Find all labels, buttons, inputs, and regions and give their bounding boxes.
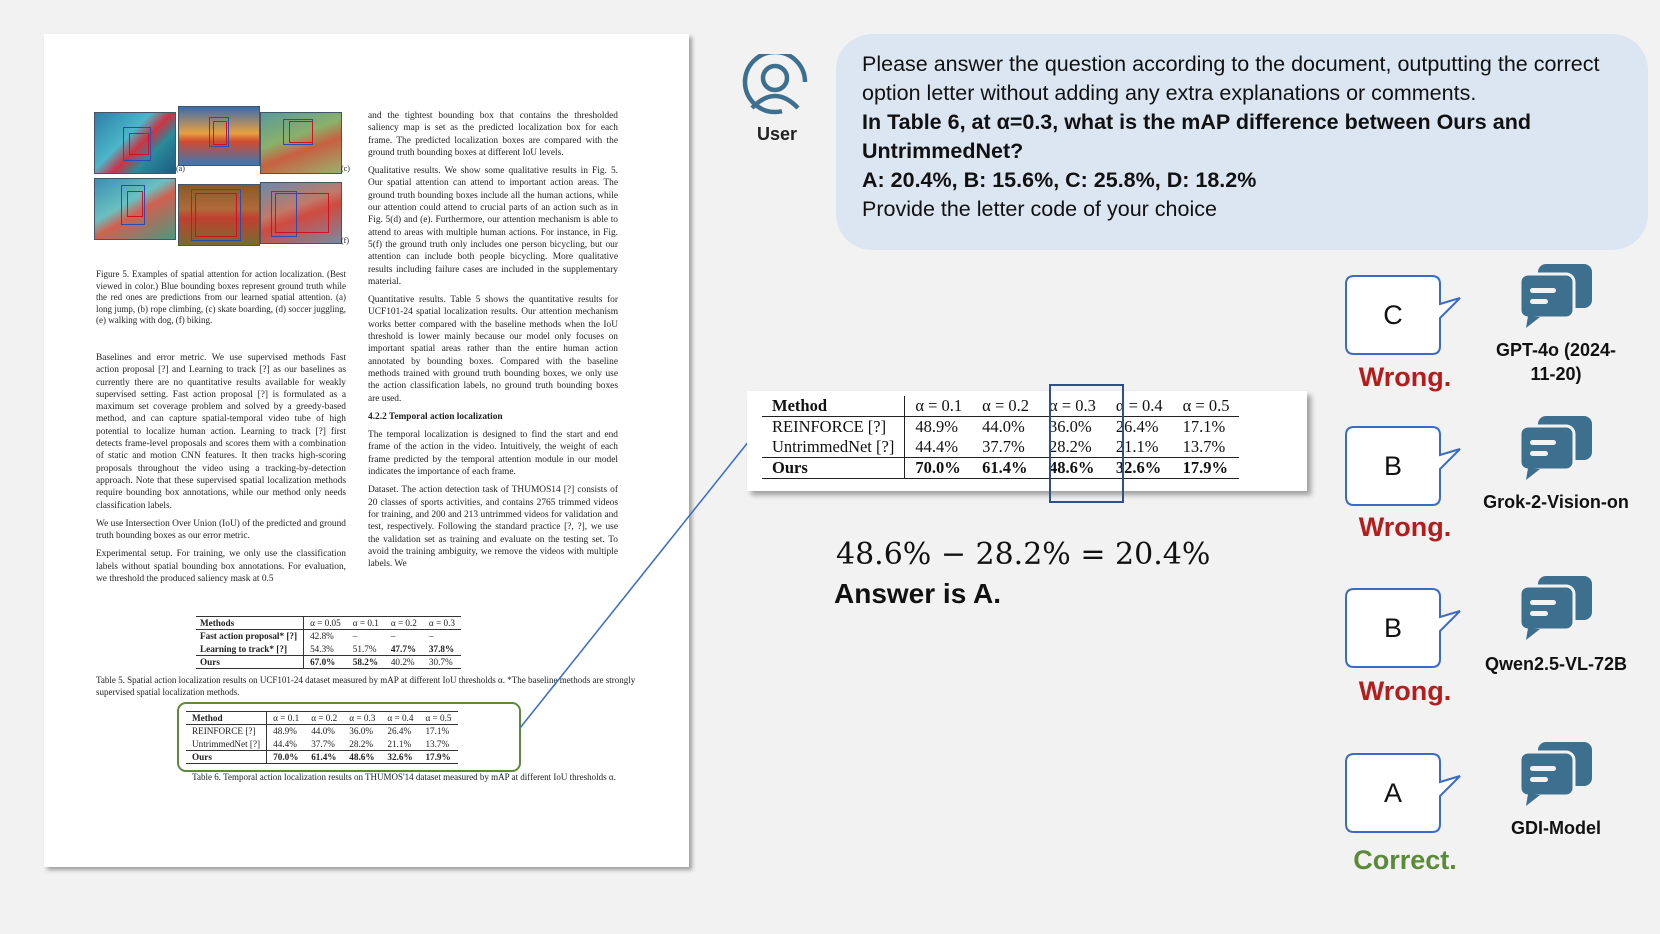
model-response-bubble: [1344, 587, 1462, 669]
zoomed-table-header: [762, 396, 1239, 417]
chat-icon: [1518, 262, 1594, 328]
table-6-cell: 13.7%: [425, 738, 450, 749]
zoomed-table-cell: 61.4%: [972, 458, 1039, 479]
model-answer-letter: B: [1383, 612, 1402, 643]
user-label: User: [756, 124, 798, 144]
question-instruction: Please answer the question according to the document, outputting the correct option letter without adding any extra explanations or comments.: [862, 52, 1600, 105]
table-6-cell: 21.1%: [387, 738, 412, 749]
section-heading-temporal: 4.2.2 Temporal action localization: [368, 411, 503, 422]
table-5-cell: Learning to track* [?]: [196, 643, 304, 656]
table-6-cell: 32.6%: [381, 750, 419, 763]
question-text: In Table 6, at α=0.3, what is the mAP difference between Ours and UntrimmedNet?: [862, 110, 1531, 163]
table-6-cell: Method: [186, 712, 267, 725]
table-6-cell: 17.9%: [419, 750, 457, 763]
model-verdict: Wrong.: [1358, 676, 1452, 706]
alpha-0-3-column-highlight: [1049, 384, 1124, 503]
zoomed-table-cell: Method: [762, 396, 905, 417]
table-5-cell: 47.7%: [390, 643, 417, 654]
table-5-cell: α = 0.05: [304, 617, 347, 630]
paragraph-bounding-box: and the tightest bounding box that contains the thresholded saliency map is set as the predicted localization box for each frame. The predicted localization boxes are compared with the ground truth bounding boxes at different IoU levels.: [368, 111, 618, 158]
paragraph-quantitative: Quantitative results. Table 5 shows the quantitative results for UCF101-24 spatial localization results. Our attention mechanism works better compared with the baseline methods when the IoU threshold is lower mainly because our model only focuses on important spatial areas rather than the entire human action annotated by bounding boxes. Compared with the baseline methods trained with ground truth bounding boxes, we only use the action classification labels, no ground truth bounding boxes are used.: [368, 295, 618, 404]
table-5-cell: 51.7%: [352, 643, 377, 654]
table-5-cell: 58.2%: [347, 655, 385, 668]
table-6-cell: 26.4%: [387, 726, 412, 737]
solution-answer: Answer is A.: [834, 578, 1002, 609]
figure-5-caption: Figure 5. Examples of spatial attention for action localization. (Best viewed in color.) Blue bounding boxes represent ground truth while the red ones are predictions from our learned spatial attention. (a) long jump, (b) rope climbing, (c) skate boarding, (d) soccer juggling, (e) walking with dog, (f) biking.: [96, 269, 346, 326]
table-5-cell: α = 0.3: [423, 617, 461, 630]
table-6-cell: UntrimmedNet [?]: [186, 738, 267, 751]
model-response-bubble: [1344, 425, 1462, 507]
zoomed-table-cell: 70.0%: [905, 458, 972, 479]
table-5-cell: –: [390, 631, 396, 642]
zoomed-table-cell: UntrimmedNet [?]: [762, 437, 905, 458]
paragraph-temporal: The temporal localization is designed to find the start and end frame of the action in the video. Intuitively, the weight of each frame predicted by the temporal attention module in our model indicates the importance of each frame.: [368, 430, 618, 478]
model-answer-letter: A: [1383, 777, 1402, 808]
table-6-cell: 37.7%: [311, 738, 335, 749]
model-name: Qwen2.5-VL-72B: [1484, 654, 1628, 674]
zoomed-table-cell: α = 0.4: [1106, 396, 1173, 417]
table-5-cell: 54.3%: [310, 643, 334, 654]
question-prompt: Provide the letter code of your choice: [862, 197, 1217, 221]
zoomed-table-cell: 48.6%: [1039, 458, 1106, 479]
zoomed-table-cell: α = 0.2: [972, 396, 1039, 417]
table-5-cell: α = 0.2: [385, 617, 423, 630]
table-6-cell: 61.4%: [305, 750, 343, 763]
zoomed-table-cell: 44.0%: [982, 417, 1025, 436]
zoomed-table-cell: 37.7%: [982, 437, 1025, 456]
zoomed-table-cell: 44.4%: [915, 437, 958, 456]
zoomed-table-cell: 17.1%: [1182, 417, 1226, 436]
model-answer-letter: C: [1383, 299, 1403, 330]
solution-calculation: 48.6% − 28.2% = 20.4%: [836, 537, 1211, 572]
zoomed-table-cell: 48.9%: [915, 417, 958, 436]
zoomed-table-cell: REINFORCE [?]: [762, 417, 905, 438]
table-6-cell: α = 0.5: [419, 712, 457, 725]
paragraph-iou: We use Intersection Over Union (IoU) of the predicted and ground truth bounding boxes as our error metric.: [96, 518, 346, 542]
table-6-cell: 44.4%: [273, 738, 297, 749]
table-5-cell: –: [352, 631, 358, 642]
zoomed-table-cell: α = 0.3: [1039, 396, 1106, 417]
table-6-cell: α = 0.4: [381, 712, 419, 725]
figure-label-f: (f): [341, 236, 349, 245]
zoomed-table-row: [762, 417, 1239, 438]
table-5-cell: 37.8%: [428, 643, 455, 654]
user-icon: [740, 54, 810, 118]
table-6-cell: 48.9%: [273, 726, 297, 737]
model-name: GPT-4o (2024-11-20): [1495, 340, 1617, 384]
table-6-cell: REINFORCE [?]: [186, 725, 267, 738]
model-response-bubble: [1344, 752, 1462, 834]
table-6-cell: 48.6%: [343, 750, 381, 763]
table-6-cell: 44.0%: [311, 726, 335, 737]
zoomed-table-cell: 32.6%: [1106, 458, 1173, 479]
model-verdict: Wrong.: [1358, 362, 1452, 392]
model-answer-letter: B: [1383, 450, 1402, 481]
paragraph-dataset: Dataset. The action detection task of THUMOS14 [?] consists of 20 classes of sports activities, and contains 2765 trimmed videos for training, and 200 and 213 untrimmed videos for validation and test, respectively. Following the standard practice [?, ?], we use the validation set as training and evaluate on the testing set. To avoid the training ambiguity, we remove the videos with multiple labels. We: [368, 485, 618, 570]
table-5-cell: Fast action proposal* [?]: [196, 630, 304, 643]
table-6-cell: 17.1%: [425, 726, 450, 737]
table-5-cell: 67.0%: [304, 655, 347, 668]
model-name: GDI-Model: [1511, 818, 1601, 838]
model-name: Grok-2-Vision-on: [1483, 492, 1629, 512]
chat-icon: [1518, 414, 1594, 480]
table-5-cell: –: [428, 631, 434, 642]
table-6-cell: 36.0%: [349, 726, 374, 737]
table-5-cell: 40.2%: [385, 655, 423, 668]
model-verdict: Wrong.: [1358, 512, 1452, 542]
zoomed-table-cell: 36.0%: [1049, 417, 1092, 436]
zoomed-table-cell: 21.1%: [1115, 437, 1159, 456]
table-6-cell: 70.0%: [267, 750, 306, 763]
paragraph-experimental-setup: Experimental setup. For training, we only use the classification labels without spatial bounding box annotations. For evaluation, we threshold the produced saliency mask at 0.5: [96, 549, 346, 585]
zoomed-table-cell: Ours: [762, 458, 905, 479]
table-5-cell: Ours: [196, 655, 304, 668]
table-6-cell: 28.2%: [349, 738, 374, 749]
table-5-caption: Table 5. Spatial action localization results on UCF101-24 dataset measured by mAP at different IoU thresholds α. *The baseline methods are strongly supervised spatial localization methods.: [96, 675, 636, 697]
table-5-cell: 42.8%: [310, 631, 334, 642]
chat-icon: [1518, 740, 1594, 806]
table-5-cell: 30.7%: [423, 655, 461, 668]
zoomed-table-row: [762, 458, 1239, 479]
figure-label-a: (a): [176, 164, 185, 173]
question-bubble: [836, 34, 1648, 250]
question-options: A: 20.4%, B: 15.6%, C: 25.8%, D: 18.2%: [862, 168, 1257, 192]
zoomed-table-cell: 13.7%: [1182, 437, 1226, 456]
zoomed-table-cell: α = 0.1: [905, 396, 972, 417]
figure-label-c: (c): [341, 164, 350, 173]
table-6-cell: Ours: [186, 750, 267, 763]
table-5-cell: α = 0.1: [347, 617, 385, 630]
chat-icon: [1518, 574, 1594, 640]
zoomed-table-row: [762, 437, 1239, 458]
zoomed-table-cell: 28.2%: [1049, 437, 1092, 456]
model-response-bubble: [1344, 274, 1462, 356]
zoomed-table-cell: α = 0.5: [1173, 396, 1240, 417]
model-verdict: Correct.: [1353, 845, 1457, 875]
zoomed-table: [762, 396, 1239, 479]
table-6-cell: α = 0.2: [305, 712, 343, 725]
table-6-cell: α = 0.1: [267, 712, 306, 725]
zoomed-table-cell: 17.9%: [1173, 458, 1240, 479]
zoomed-table-cell: 26.4%: [1115, 417, 1159, 436]
paragraph-baselines: Baselines and error metric. We use supervised methods Fast action proposal [?] and Learning to track [?] as our baselines as currently there are no quantitative results available for weakly supervised setting. Fast action proposal [?] is formulated as a maximum set coverage problem and solved by a greedy-based method, and can capture spatial-temporal video tube of high potential to localize human action. Learning to track [?] first detects frame-level proposals and scores them with a combination of static and motion CNN features. It then tracks high-scoring proposals throughout the video using a tracking-by-detection approach. Note that these supervised spatial localization methods require bounding box annotations, while our method only needs classification labels.: [96, 353, 346, 511]
table-5-cell: Methods: [196, 617, 304, 630]
table-6-caption: Table 6. Temporal action localization results on THUMOS'14 dataset measured by mAP at different IoU thresholds α.: [192, 772, 616, 782]
table-6-cell: α = 0.3: [343, 712, 381, 725]
paragraph-qualitative: Qualitative results. We show some qualitative results in Fig. 5. Our spatial attention can attend to important action areas. The ground truth bounding boxes include all the human actions, while our attention could attend to crucial parts of an action such as in Fig. 5(d) and (e). Furthermore, our attention mechanism is able to attend to areas with multiple human actions. For instance, in Fig. 5(f) the ground truth only includes one person bicycling, but our attention can include both people bicycling. More qualitative results including failure cases are included in the supplementary material.: [368, 166, 618, 287]
